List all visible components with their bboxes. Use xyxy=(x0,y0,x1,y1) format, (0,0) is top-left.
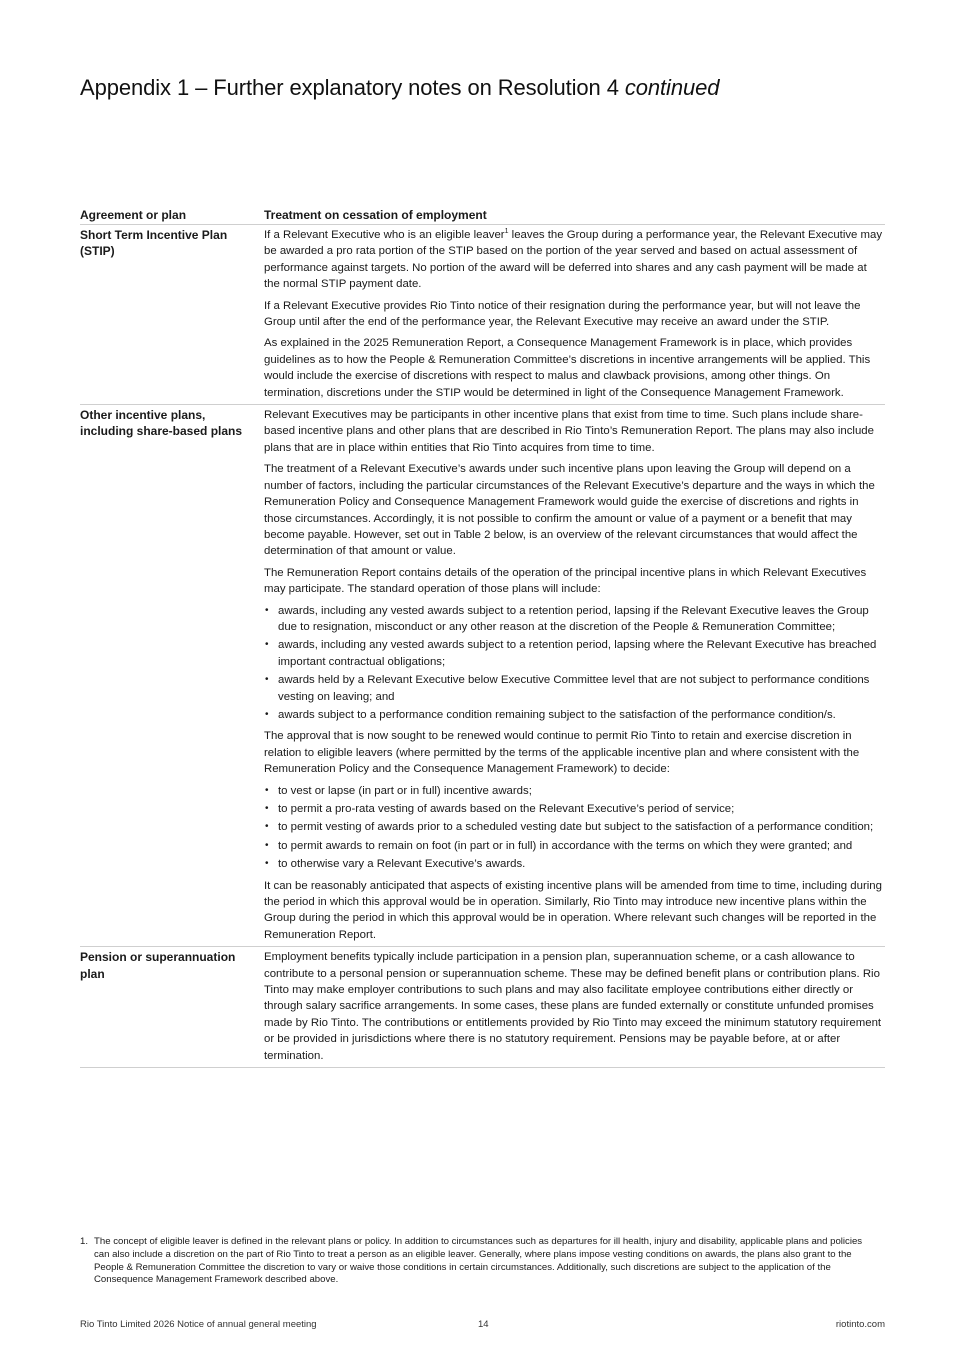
footer-document-title: Rio Tinto Limited 2026 Notice of annual general meeting xyxy=(80,1319,317,1330)
row-label-other-incentive-plans: Other incentive plans, including share-based plans xyxy=(80,408,243,439)
page-title-continued: continued xyxy=(624,75,720,100)
list-item: • to permit awards to remain on foot (in part or in full) in accordance with the terms on which they were granted; and xyxy=(264,838,885,854)
other-paragraph-1: Relevant Executives may be participants in other incentive plans that exist from time to time. Such plans include share-based incentive plans and other plans that are described in Rio Tinto’s Remuneration Report. The plans may also include plans that are in place within entities that Rio Tinto acquires from time to time. xyxy=(264,409,874,454)
list-item: • awards subject to a performance condition remaining subject to the satisfaction of the performance condition/s. xyxy=(264,707,885,723)
list-item: • to permit a pro-rata vesting of awards based on the Relevant Executive’s period of service; xyxy=(264,801,885,817)
header-agreement-or-plan: Agreement or plan xyxy=(80,208,187,222)
page-title xyxy=(80,75,719,101)
cessation-treatment-table xyxy=(80,208,885,1068)
header-treatment: Treatment on cessation of employment xyxy=(264,208,487,222)
footnote-text: The concept of eligible leaver is defined in the relevant plans or policy. In addition to circumstances such as departures for ill health, injury and disability, applicable plans and policies can also include a discretion on the part of Rio Tinto to treat a person as an eligible leaver. Generally, where plans impose vesting conditions on awards, the plans also grant to the People & Remuneration Committee the discretion to vary or waive those conditions in certain circumstances. Additionally, such discretions are subject to the application of the Consequence Management Framework described above. xyxy=(94,1236,863,1286)
row-content-other-incentive-plans xyxy=(264,407,885,943)
pension-paragraph-1: Employment benefits typically include participation in a pension plan, superannuation scheme, or a cash allowance to contribute to a personal pension or superannuation scheme. These may be defined benefit plans or contribution plans. Rio Tinto may make employer contributions to such plans and may also facilitate employee contributions either directly or through salary sacrifice arrangements. In some cases, these plans are funded externally or constitute unfunded promises made by Rio Tinto. The contributions or entitlements provided by Rio Tinto may exceed the minimum statutory requirement or be provided in jurisdictions where there is no statutory requirement. Pensions may be payable before, at or after termination. xyxy=(264,951,882,1062)
stip-paragraph-2: If a Relevant Executive provides Rio Tinto notice of their resignation during the performance year, but will not leave the Group until after the end of the performance year, the Relevant Executive may receive an award under the STIP. xyxy=(264,299,861,329)
footer-website-link[interactable]: riotinto.com xyxy=(835,1319,885,1330)
table-header-row xyxy=(80,208,885,225)
row-content-pension xyxy=(264,949,885,1064)
row-label-stip: Short Term Incentive Plan (STIP) xyxy=(80,228,228,259)
other-paragraph-2: The treatment of a Relevant Executive’s awards under such incentive plans upon leaving the Group will depend on a number of factors, including the particular circumstances of the Relevant Executive’s departure and the ways in which the Remuneration Policy and Consequence Management Framework would guide the exercise of discretions and rights in those circumstances. Accordingly, it is not possible to confirm the amount or value of a payment or a benefit that may become payable. However, set out in Table 2 below, is an overview of the relevant circumstances that would affect the determination of that amount or value. xyxy=(264,463,875,558)
list-item: • to permit vesting of awards prior to a scheduled vesting date but subject to the satisfaction of a performance condition; xyxy=(264,819,885,835)
standard-operation-list xyxy=(264,603,885,724)
page-number: 14 xyxy=(478,1319,489,1330)
footnote xyxy=(80,1236,870,1287)
table-row-pension xyxy=(80,947,885,1068)
other-paragraph-5: It can be reasonably anticipated that aspects of existing incentive plans will be amended from time to time, including during the period in which this approval would be in operation. Similarly, Rio Tinto may introduce new incentive plans within the Group during the period in which this approval would be in operation. Where relevant such changes will be reported in the Remuneration Report. xyxy=(264,879,882,941)
other-paragraph-3: The Remuneration Report contains details of the operation of the principal incentive plans in which Relevant Executives may participate. The standard operation of those plans will include: xyxy=(264,566,867,596)
stip-paragraph-1: If a Relevant Executive who is an eligible leaver$^1$ leaves the Group during a performance year, the Relevant Executive may be awarded a pro rata portion of the STIP based on the portion of the year served and based on actual assessment of performance against targets. No portion of the award will be deferred into shares and any cash payment will be made at the normal STIP payment date. xyxy=(264,228,883,291)
list-item: • awards held by a Relevant Executive below Executive Committee level that are not subject to performance conditions vesting on leaving; and xyxy=(264,672,885,705)
discretion-list xyxy=(264,783,885,873)
stip-paragraph-3: As explained in the 2025 Remuneration Report, a Consequence Management Framework is in place, which provides guidelines as to how the People & Remuneration Committee’s discretions in incentive arrangements will be applied. This would include the exercise of discretions with respect to malus and clawback provisions, among other things. On termination, discretions under the STIP would be determined in light of the Consequence Management Framework. xyxy=(264,337,871,399)
row-content-stip xyxy=(264,227,885,401)
list-item: • to vest or lapse (in part or in full) incentive awards; xyxy=(264,783,885,799)
row-label-pension: Pension or superannuation plan xyxy=(80,950,236,981)
list-item: • awards, including any vested awards subject to a retention period, lapsing if the Relevant Executive leaves the Group due to resignation, misconduct or any other reason at the discretion of the People & Remuneration Committee; xyxy=(264,603,885,636)
list-item: • to otherwise vary a Relevant Executive’s awards. xyxy=(264,856,885,872)
page-title-main: Appendix 1 – Further explanatory notes on Resolution 4 xyxy=(80,75,619,100)
footnote-number: 1. xyxy=(80,1236,89,1247)
list-item: • awards, including any vested awards subject to a retention period, lapsing where the Relevant Executive has breached important contractual obligations; xyxy=(264,637,885,670)
other-paragraph-4: The approval that is now sought to be renewed would continue to permit Rio Tinto to retain and exercise discretion in relation to eligible leavers (where permitted by the terms of the applicable incentive plan and where consistent with the Remuneration Policy and the Consequence Management Framework) to decide: xyxy=(264,730,860,776)
footnote-ref-1: 1 xyxy=(504,228,509,236)
table-row-other-incentive-plans xyxy=(80,405,885,947)
table-row-stip xyxy=(80,225,885,405)
